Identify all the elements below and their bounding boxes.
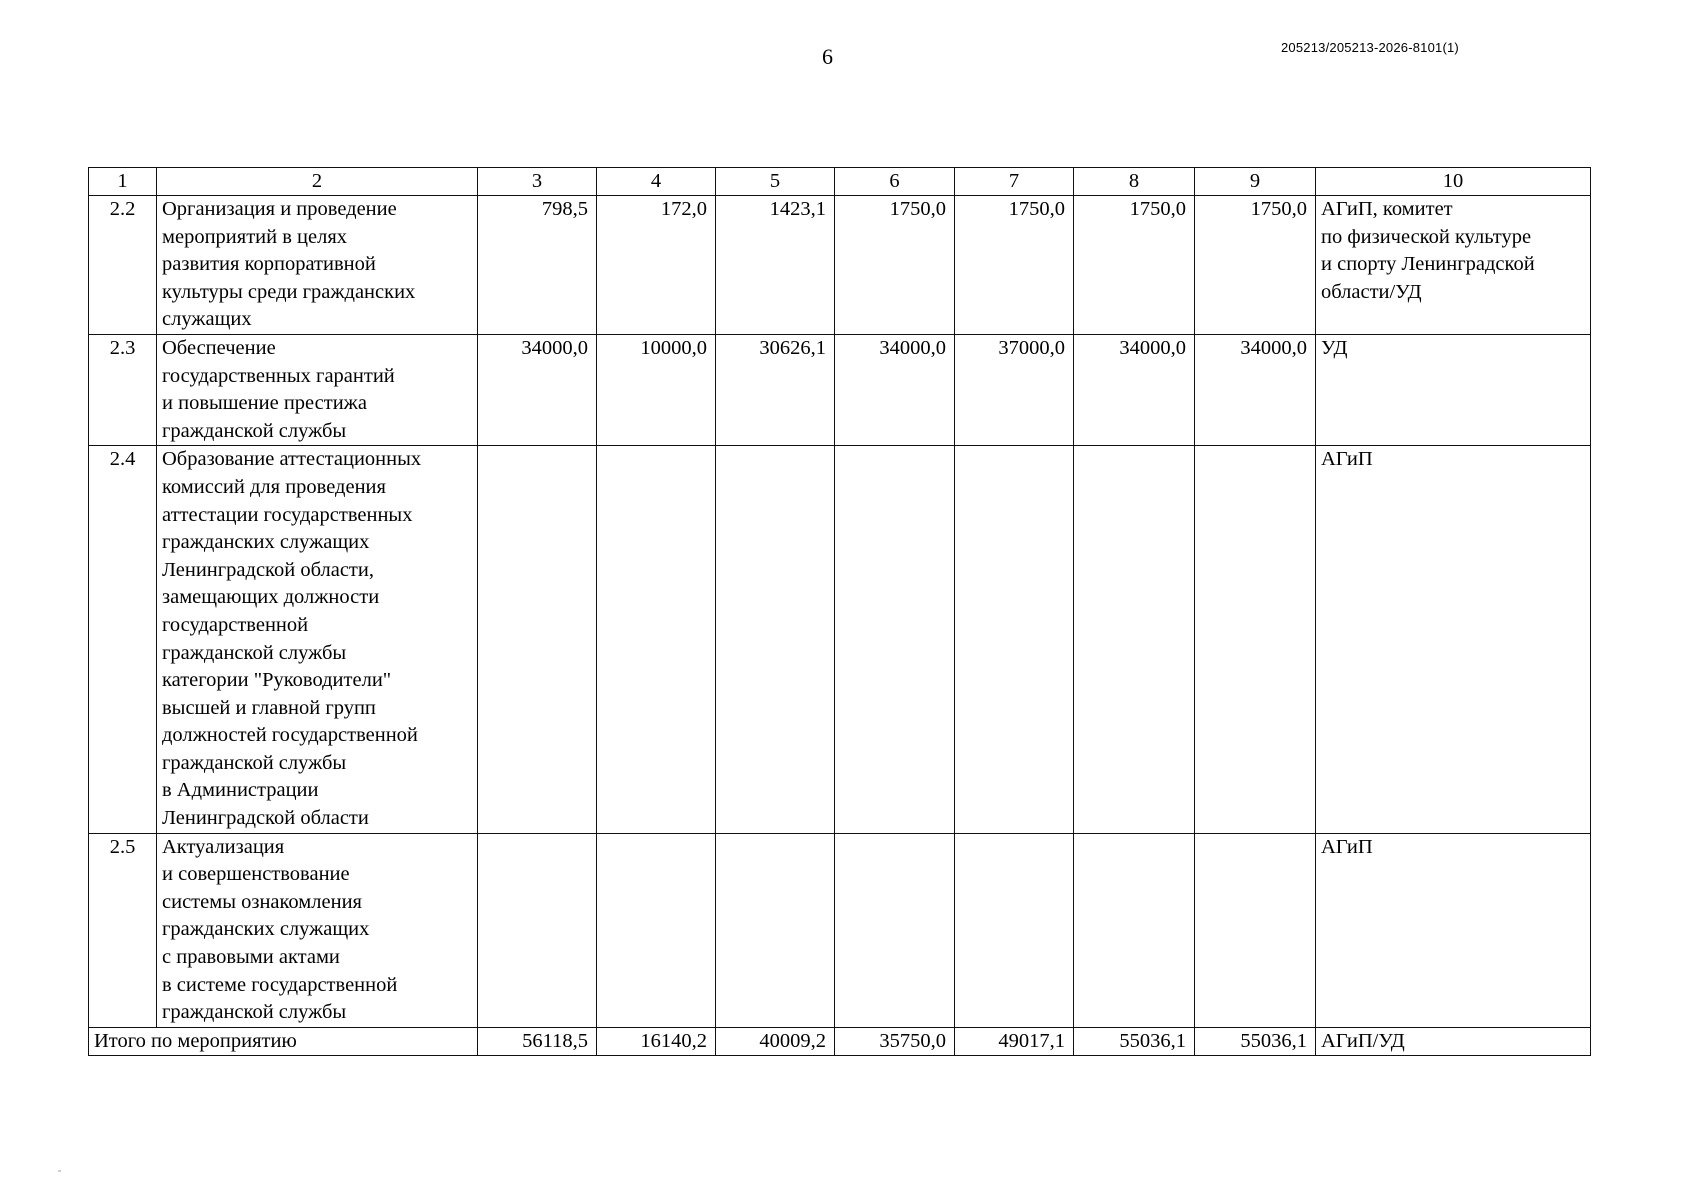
value-cell: 34000,0 bbox=[835, 334, 955, 445]
column-number-row bbox=[89, 168, 1591, 196]
value-cell: 1750,0 bbox=[1195, 196, 1316, 335]
table-row bbox=[89, 446, 1591, 833]
value-cell: 798,5 bbox=[478, 196, 597, 335]
value-cell bbox=[597, 833, 716, 1027]
value-cell bbox=[1074, 833, 1195, 1027]
executor-cell: АГиП bbox=[1316, 446, 1591, 833]
value-cell: 34000,0 bbox=[1074, 334, 1195, 445]
value-cell bbox=[597, 446, 716, 833]
executor-cell: АГиП, комитет по физической культуре и спорту Ленинградской области/УД bbox=[1316, 196, 1591, 335]
column-number: 5 bbox=[716, 168, 835, 196]
item-description: Образование аттестационных комиссий для проведения аттестации государственных гражданских служащих Ленинградской области, замещающих должности государственной гражданской службы категории "Руководители" высшей и главной групп должностей государственной гражданской службы в Администрации Ленинградской области bbox=[157, 446, 478, 833]
value-cell bbox=[835, 833, 955, 1027]
value-cell bbox=[1074, 446, 1195, 833]
total-value: 35750,0 bbox=[835, 1027, 955, 1056]
item-number: 2.5 bbox=[89, 833, 157, 1027]
total-row bbox=[89, 1027, 1591, 1056]
value-cell: 34000,0 bbox=[1195, 334, 1316, 445]
total-value: 40009,2 bbox=[716, 1027, 835, 1056]
column-number: 7 bbox=[955, 168, 1074, 196]
value-cell: 1750,0 bbox=[835, 196, 955, 335]
value-cell bbox=[1195, 446, 1316, 833]
total-value: 49017,1 bbox=[955, 1027, 1074, 1056]
total-value: 56118,5 bbox=[478, 1027, 597, 1056]
item-description: Обеспечение государственных гарантий и повышение престижа гражданской службы bbox=[157, 334, 478, 445]
table-row bbox=[89, 334, 1591, 445]
executor-cell: УД bbox=[1316, 334, 1591, 445]
table-row bbox=[89, 833, 1591, 1027]
column-number: 8 bbox=[1074, 168, 1195, 196]
program-table bbox=[88, 167, 1591, 1056]
item-description: Организация и проведение мероприятий в целях развития корпоративной культуры среди гражданских служащих bbox=[157, 196, 478, 335]
value-cell bbox=[955, 446, 1074, 833]
value-cell bbox=[716, 833, 835, 1027]
column-number: 6 bbox=[835, 168, 955, 196]
column-number: 9 bbox=[1195, 168, 1316, 196]
total-value: 55036,1 bbox=[1074, 1027, 1195, 1056]
value-cell: 37000,0 bbox=[955, 334, 1074, 445]
value-cell: 34000,0 bbox=[478, 334, 597, 445]
value-cell: 1750,0 bbox=[955, 196, 1074, 335]
page-number: 6 bbox=[822, 44, 833, 69]
total-executor: АГиП/УД bbox=[1316, 1027, 1591, 1056]
total-label: Итого по мероприятию bbox=[89, 1027, 478, 1056]
document-id: 205213/205213-2026-8101(1) bbox=[1281, 40, 1459, 55]
column-number: 4 bbox=[597, 168, 716, 196]
item-number: 2.4 bbox=[89, 446, 157, 833]
column-number: 3 bbox=[478, 168, 597, 196]
total-value: 55036,1 bbox=[1195, 1027, 1316, 1056]
value-cell bbox=[1195, 833, 1316, 1027]
value-cell: 1750,0 bbox=[1074, 196, 1195, 335]
item-number: 2.2 bbox=[89, 196, 157, 335]
scan-artifact bbox=[58, 1170, 61, 1172]
value-cell: 10000,0 bbox=[597, 334, 716, 445]
executor-cell: АГиП bbox=[1316, 833, 1591, 1027]
column-number: 1 bbox=[89, 168, 157, 196]
value-cell bbox=[478, 446, 597, 833]
value-cell: 1423,1 bbox=[716, 196, 835, 335]
value-cell bbox=[478, 833, 597, 1027]
column-number: 2 bbox=[157, 168, 478, 196]
item-number: 2.3 bbox=[89, 334, 157, 445]
item-description: Актуализация и совершенствование системы ознакомления гражданских служащих с правовыми актами в системе государственной гражданской службы bbox=[157, 833, 478, 1027]
table-row bbox=[89, 196, 1591, 335]
column-number: 10 bbox=[1316, 168, 1591, 196]
value-cell bbox=[955, 833, 1074, 1027]
value-cell bbox=[835, 446, 955, 833]
total-value: 16140,2 bbox=[597, 1027, 716, 1056]
value-cell: 30626,1 bbox=[716, 334, 835, 445]
value-cell: 172,0 bbox=[597, 196, 716, 335]
value-cell bbox=[716, 446, 835, 833]
